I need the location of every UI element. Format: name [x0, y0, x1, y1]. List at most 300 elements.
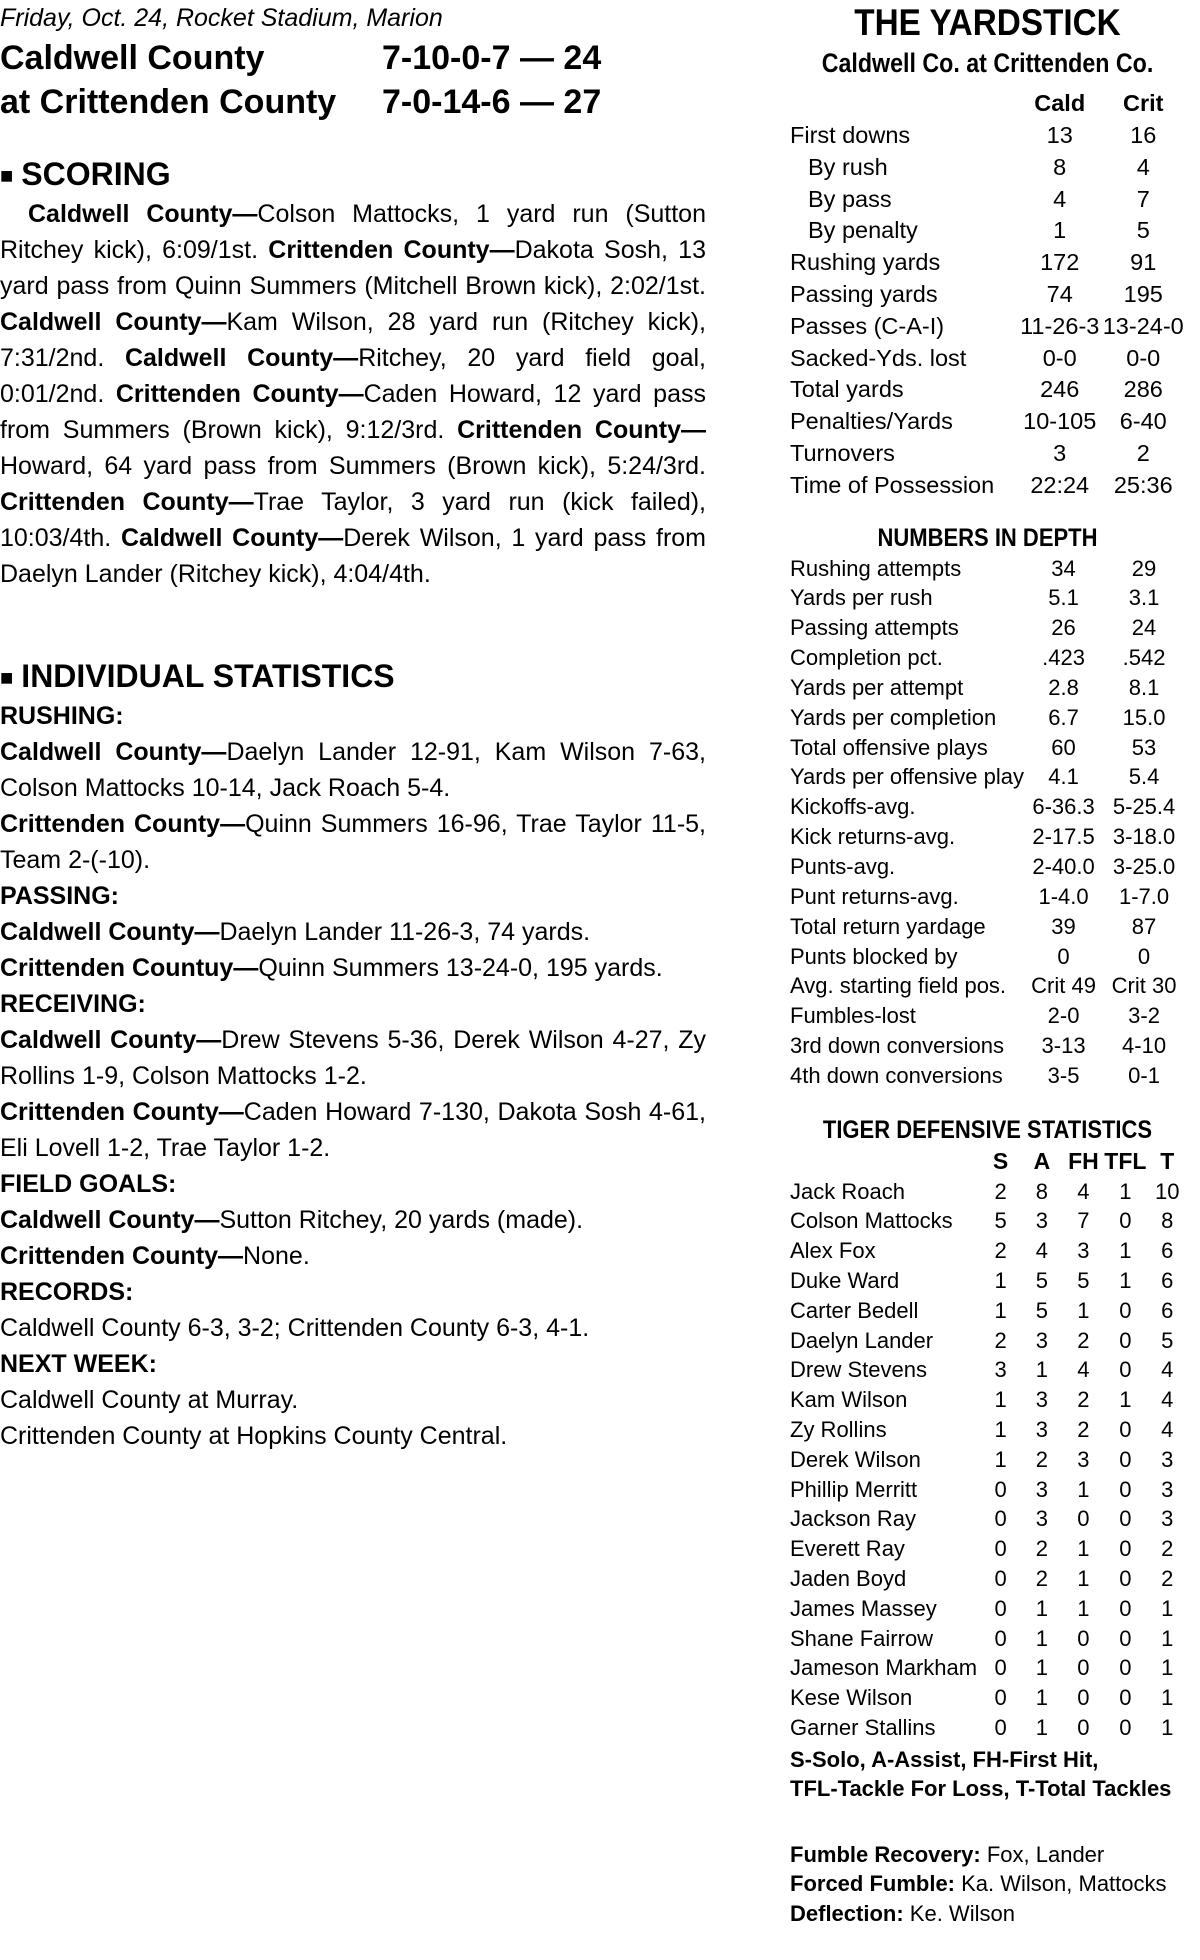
player-stat: 0: [1119, 1416, 1132, 1442]
player-name: James Massey: [790, 1595, 937, 1621]
stat-value-caldwell: 6.7: [1048, 704, 1079, 730]
stat-value-crittenden: 5: [1136, 217, 1150, 244]
stat-label: Punts-avg.: [790, 854, 896, 879]
defense-player-row: [790, 1385, 1188, 1415]
linescore-team: Caldwell County: [0, 39, 265, 77]
player-stat: 0: [1119, 1357, 1132, 1383]
stat-text: Caden Howard 7-130, Dakota Sosh 4-61, Eli Lovell 1-2, Trae Taylor 1-2.: [0, 1098, 707, 1162]
depth-row: [790, 733, 1185, 763]
stat-team: Caldwell County—: [0, 918, 220, 946]
depth-row: [790, 762, 1185, 792]
player-stat: 5: [1161, 1327, 1174, 1353]
stat-value-caldwell: 74: [1046, 280, 1073, 307]
yardstick-header-row: [790, 86, 1185, 120]
linescore-total: 27: [563, 83, 602, 121]
player-stat: 1: [994, 1416, 1007, 1442]
depth-row: [790, 673, 1185, 703]
note-text: Ka. Wilson, Mattocks: [955, 1871, 1167, 1897]
stat-line: [0, 1022, 706, 1094]
defense-player-row: [790, 1683, 1188, 1713]
player-stat: 6: [1161, 1267, 1174, 1293]
column-header: Cald: [1034, 90, 1086, 116]
stat-value-caldwell: 2.8: [1048, 674, 1079, 700]
player-stat: 5: [1035, 1297, 1049, 1323]
player-stat: 3: [994, 1357, 1007, 1383]
stat-value-crittenden: 4-10: [1122, 1033, 1167, 1059]
player-stat: 2: [1035, 1565, 1049, 1591]
defense-player-row: [790, 1504, 1188, 1534]
player-stat: 1: [1077, 1297, 1090, 1323]
rushing-section: [0, 698, 706, 878]
stat-value-crittenden: 91: [1130, 249, 1157, 276]
depth-row: [790, 822, 1185, 852]
stat-value-caldwell: 60: [1051, 734, 1076, 760]
stat-value-crittenden: Crit 30: [1111, 973, 1177, 999]
player-stat: 1: [1119, 1178, 1132, 1204]
stat-label: Rushing yards: [790, 249, 941, 276]
stat-label: Total return yardage: [790, 913, 986, 939]
stat-label: First downs: [790, 122, 911, 148]
player-name: Garner Stallins: [790, 1714, 936, 1740]
defense-player-row: [790, 1296, 1188, 1326]
section-title: RECEIVING:: [0, 990, 146, 1018]
stat-line: Caldwell County 6-3, 3-2; Crittenden County 6-3, 4-1.: [0, 1314, 590, 1342]
depth-row: [790, 912, 1185, 942]
player-stat: 1: [1077, 1565, 1090, 1591]
player-stat: 8: [1035, 1178, 1049, 1204]
depth-row: [790, 583, 1185, 613]
player-stat: 0: [1077, 1685, 1090, 1711]
stat-label: Penalties/Yards: [790, 408, 953, 435]
stat-line: [0, 1094, 706, 1166]
stat-value-crittenden: 25:36: [1113, 471, 1173, 498]
individual-stats-heading: [0, 656, 706, 698]
player-stat: 0: [1119, 1506, 1132, 1532]
player-stat: 1: [1161, 1685, 1174, 1711]
scoring-team: Crittenden County—: [457, 416, 706, 444]
stat-team: Crittenden County—: [0, 1242, 244, 1270]
stat-line: [0, 914, 706, 950]
stat-label: Passes (C-A-I): [790, 312, 945, 339]
player-stat: 0: [1119, 1446, 1132, 1472]
records-section: [0, 1274, 706, 1346]
stat-value-caldwell: 0-0: [1042, 344, 1077, 371]
stat-label: Time of Possession: [790, 471, 995, 498]
defense-player-row: [790, 1415, 1188, 1445]
yardstick-row: [790, 311, 1185, 343]
player-stat: 3: [1077, 1446, 1090, 1472]
player-stat: 0: [1077, 1655, 1090, 1681]
stat-label: Fumbles-lost: [790, 1003, 916, 1029]
yardstick-row: [790, 470, 1185, 502]
yardstick-row: [790, 374, 1185, 406]
player-stat: 0: [1077, 1714, 1090, 1740]
stat-team: Crittenden County—: [0, 1098, 244, 1126]
stat-label: Passing yards: [790, 280, 938, 307]
stat-text: Daelyn Lander 11-26-3, 74 yards.: [219, 918, 591, 946]
scoring-team: Crittenden County—: [115, 380, 364, 408]
stat-label: Completion pct.: [790, 645, 943, 671]
defense-player-row: [790, 1653, 1188, 1683]
stat-value-crittenden: 3-25.0: [1112, 854, 1176, 879]
stat-team: Caldwell County—: [0, 738, 227, 766]
stat-label: 3rd down conversions: [790, 1033, 1005, 1059]
yardstick-row: [790, 152, 1185, 184]
defense-player-row: [790, 1355, 1188, 1385]
yardstick-subtitle: Caldwell Co. at Crittenden Co.: [821, 48, 1154, 78]
yardstick-row: [790, 215, 1185, 247]
stat-text: Drew Stevens 5-36, Derek Wilson 4-27, Zy Rollins 1-9, Colson Mattocks 1-2.: [0, 1026, 706, 1090]
player-stat: 6: [1161, 1297, 1174, 1323]
stat-label: Yards per offensive play: [790, 764, 1024, 790]
individual-stats-heading-text: INDIVIDUAL STATISTICS: [21, 658, 395, 694]
numbers-in-depth-table: [790, 554, 1185, 1091]
player-stat: 3: [1035, 1208, 1049, 1234]
stat-text: Daelyn Lander 12-91, Kam Wilson 7-63, Colson Mattocks 10-14, Jack Roach 5-4.: [0, 738, 706, 802]
player-stat: 4: [1161, 1416, 1174, 1442]
stat-value-crittenden: 3-18.0: [1112, 824, 1176, 850]
stat-value-crittenden: 6-40: [1119, 408, 1167, 435]
section-title: NEXT WEEK:: [0, 1350, 157, 1378]
yardstick-row: [790, 184, 1185, 216]
depth-row: [790, 1061, 1185, 1091]
stat-line: [0, 734, 706, 806]
player-stat: 0: [994, 1655, 1007, 1681]
column-header: A: [1033, 1147, 1051, 1174]
player-name: Duke Ward: [790, 1267, 900, 1293]
stat-line: [0, 1202, 706, 1238]
player-stat: 5: [994, 1208, 1007, 1234]
player-stat: 1: [1161, 1655, 1174, 1681]
player-stat: 0: [1119, 1208, 1132, 1234]
stat-value-caldwell: .423: [1042, 645, 1085, 671]
player-stat: 1: [994, 1267, 1007, 1293]
column-header: S: [992, 1147, 1009, 1174]
defensive-header-row: [790, 1147, 1188, 1177]
player-stat: 2: [1077, 1416, 1090, 1442]
stat-value-caldwell: 172: [1040, 249, 1080, 276]
player-stat: 0: [1077, 1625, 1090, 1651]
linescore-quarters: 7-10-0-7: [382, 39, 511, 77]
player-stat: 4: [1077, 1178, 1090, 1204]
yardstick-title: THE YARDSTICK: [854, 2, 1121, 43]
defense-player-row: [790, 1266, 1188, 1296]
player-stat: 0: [994, 1506, 1007, 1532]
note-line: [790, 1869, 1185, 1899]
note-text: Ke. Wilson: [903, 1900, 1015, 1926]
yardstick-row: [790, 120, 1185, 152]
defense-player-row: [790, 1594, 1188, 1624]
player-stat: 2: [994, 1178, 1007, 1204]
depth-row: [790, 613, 1185, 643]
defense-player-row: [790, 1236, 1188, 1266]
field-goals-section: [0, 1166, 706, 1274]
stat-label: By pass: [808, 185, 892, 212]
player-stat: 0: [1119, 1476, 1132, 1502]
player-stat: 0: [1119, 1565, 1132, 1591]
yardstick-row: [790, 279, 1185, 311]
player-stat: 2: [1035, 1446, 1049, 1472]
player-name: Jameson Markham: [790, 1655, 978, 1681]
stat-value-caldwell: 34: [1051, 555, 1076, 581]
stat-label: Avg. starting field pos.: [790, 973, 1007, 999]
player-name: Jaden Boyd: [790, 1565, 907, 1591]
player-stat: 1: [994, 1297, 1007, 1323]
player-name: Zy Rollins: [790, 1416, 887, 1442]
player-name: Kese Wilson: [790, 1685, 913, 1711]
player-stat: 2: [1035, 1536, 1049, 1562]
player-stat: 5: [1077, 1267, 1090, 1293]
section-title: RUSHING:: [0, 702, 124, 730]
player-stat: 1: [994, 1446, 1007, 1472]
depth-row: [790, 554, 1185, 584]
player-stat: 3: [1077, 1238, 1090, 1264]
player-name: Drew Stevens: [790, 1357, 927, 1383]
yardstick-row: [790, 247, 1185, 279]
player-stat: 1: [1035, 1357, 1049, 1383]
scoring-play: Caden Howard, 12 yard pass from Summers (Brown kick), 9:12/3rd.: [0, 380, 706, 444]
player-stat: 1: [1035, 1655, 1049, 1681]
player-stat: 0: [994, 1476, 1007, 1502]
player-stat: 3: [1035, 1476, 1049, 1502]
player-stat: 2: [1077, 1387, 1090, 1413]
defensive-stats-table: [790, 1147, 1188, 1743]
defense-player-row: [790, 1445, 1188, 1475]
depth-row: [790, 852, 1185, 882]
defense-player-row: [790, 1206, 1188, 1236]
scoring-team: Caldwell County—: [0, 308, 227, 336]
player-stat: 2: [1077, 1327, 1090, 1353]
square-bullet-icon: ■: [0, 163, 14, 188]
stat-line: [0, 1238, 706, 1274]
player-stat: 0: [1119, 1655, 1132, 1681]
depth-row: [790, 942, 1185, 972]
player-stat: 0: [994, 1595, 1007, 1621]
stat-value-crittenden: 0-0: [1126, 344, 1161, 371]
player-stat: 2: [994, 1327, 1007, 1353]
depth-row: [790, 643, 1185, 673]
player-stat: 2: [1161, 1536, 1174, 1562]
numbers-in-depth-title: NUMBERS IN DEPTH: [877, 523, 1098, 552]
stat-team: Crittenden Countuy—: [0, 954, 259, 982]
player-stat: 0: [1119, 1536, 1132, 1562]
player-stat: 3: [1035, 1327, 1049, 1353]
defense-player-row: [790, 1713, 1188, 1743]
player-stat: 1: [1035, 1685, 1049, 1711]
column-header: TFL: [1104, 1147, 1147, 1174]
stat-line: [0, 806, 706, 878]
column-header: FH: [1068, 1147, 1099, 1174]
scoring-play: Derek Wilson, 1 yard pass from Daelyn Lander (Ritchey kick), 4:04/4th.: [0, 524, 707, 588]
depth-row: [790, 971, 1185, 1001]
stat-value-caldwell: 26: [1051, 615, 1076, 641]
stat-value-crittenden: 13-24-0: [1102, 312, 1184, 339]
note-label: Forced Fumble:: [790, 1871, 956, 1897]
linescore-quarters: 7-0-14-6: [382, 83, 511, 121]
stat-value-caldwell: 1: [1053, 217, 1067, 244]
stat-value-caldwell: 1-4.0: [1038, 883, 1089, 909]
player-stat: 4: [1161, 1387, 1174, 1413]
scoring-play: Howard, 64 yard pass from Summers (Brown kick), 5:24/3rd.: [0, 452, 706, 480]
stat-label: 4th down conversions: [790, 1062, 1003, 1088]
player-stat: 3: [1161, 1446, 1174, 1472]
player-stat: 0: [1119, 1327, 1132, 1353]
defense-player-row: [790, 1564, 1188, 1594]
linescore-total: 24: [563, 39, 602, 77]
stat-line: Crittenden County at Hopkins County Central.: [0, 1422, 508, 1450]
stat-value-caldwell: 4.1: [1048, 764, 1079, 790]
stat-value-crittenden: 5-25.4: [1112, 794, 1176, 820]
stat-value-crittenden: 286: [1123, 376, 1163, 403]
stat-value-caldwell: 8: [1053, 153, 1067, 180]
scoring-team: Crittenden County—: [268, 236, 515, 264]
player-name: Colson Mattocks: [790, 1208, 953, 1234]
scoring-play: Trae Taylor, 3 yard run (kick failed), 10:03/4th.: [0, 488, 706, 552]
stat-value-crittenden: 0-1: [1128, 1062, 1160, 1088]
stat-text: None.: [243, 1242, 310, 1270]
player-stat: 1: [994, 1387, 1007, 1413]
player-name: Shane Fairrow: [790, 1625, 934, 1651]
player-stat: 5: [1035, 1267, 1049, 1293]
scoring-team: Crittenden County—: [0, 488, 254, 516]
stat-value-caldwell: 10-105: [1023, 408, 1097, 435]
defense-player-row: [790, 1475, 1188, 1505]
stat-value-caldwell: 2-40.0: [1032, 854, 1095, 879]
stat-value-crittenden: .542: [1122, 645, 1166, 671]
player-stat: 3: [1161, 1506, 1174, 1532]
player-stat: 1: [1161, 1714, 1174, 1740]
scoring-play: Ritchey, 20 yard field goal, 0:01/2nd.: [0, 344, 706, 408]
stat-value-caldwell: 3: [1053, 439, 1067, 466]
stat-value-crittenden: 24: [1131, 615, 1157, 641]
defensive-stats-title: TIGER DEFENSIVE STATISTICS: [822, 1115, 1153, 1144]
stat-value-crittenden: 7: [1136, 185, 1150, 212]
player-stat: 0: [1119, 1297, 1132, 1323]
player-stat: 0: [994, 1625, 1007, 1651]
player-stat: 10: [1154, 1178, 1180, 1204]
player-stat: 3: [1035, 1506, 1049, 1532]
stat-label: Sacked-Yds. lost: [790, 344, 967, 371]
player-name: Daelyn Lander: [790, 1327, 934, 1353]
scoring-team: Caldwell County—: [124, 344, 359, 372]
stats-sidebar: [790, 0, 1185, 1928]
yardstick-table: [790, 86, 1185, 502]
stat-value-crittenden: 0: [1137, 943, 1151, 969]
scoring-play: Colson Mattocks, 1 yard run (Sutton Ritchey kick), 6:09/1st.: [0, 200, 706, 264]
scoring-team: Caldwell County—: [120, 524, 344, 552]
note-label: Deflection:: [790, 1900, 904, 1926]
player-name: Alex Fox: [790, 1238, 876, 1264]
receiving-section: [0, 986, 706, 1166]
player-stat: 4: [1077, 1357, 1090, 1383]
stat-value-crittenden: 8.1: [1128, 674, 1160, 700]
player-stat: 1: [1161, 1595, 1174, 1621]
player-stat: 0: [994, 1565, 1007, 1591]
stat-value-crittenden: 195: [1123, 280, 1163, 307]
stat-value-caldwell: 22:24: [1030, 471, 1090, 498]
player-stat: 1: [1035, 1625, 1049, 1651]
yardstick-row: [790, 343, 1185, 375]
player-name: Carter Bedell: [790, 1297, 919, 1323]
player-stat: 4: [1161, 1357, 1174, 1383]
player-stat: 0: [1119, 1625, 1132, 1651]
stat-value-crittenden: 53: [1131, 734, 1157, 760]
stat-text: Sutton Ritchey, 20 yards (made).: [219, 1206, 584, 1234]
stat-value-caldwell: 5.1: [1048, 585, 1079, 611]
stat-value-caldwell: 4: [1053, 185, 1067, 212]
stat-value-caldwell: 6-36.3: [1032, 794, 1095, 820]
player-stat: 1: [1035, 1714, 1049, 1740]
stat-text: Quinn Summers 13-24-0, 195 yards.: [258, 954, 663, 982]
player-stat: 8: [1161, 1208, 1174, 1234]
legend-line: TFL-Tackle For Loss, T-Total Tackles: [790, 1776, 1172, 1802]
defense-player-row: [790, 1624, 1188, 1654]
stat-value-caldwell: 2-0: [1047, 1003, 1080, 1029]
depth-row: [790, 703, 1185, 733]
player-stat: 0: [994, 1536, 1007, 1562]
player-stat: 0: [1119, 1714, 1132, 1740]
stat-label: By penalty: [808, 217, 918, 244]
stat-value-caldwell: 39: [1051, 913, 1076, 939]
player-stat: 4: [1035, 1238, 1049, 1264]
player-stat: 0: [994, 1685, 1007, 1711]
section-title: PASSING:: [0, 882, 119, 910]
section-title: RECORDS:: [0, 1278, 134, 1306]
stat-value-caldwell: 2-17.5: [1032, 824, 1095, 850]
note-text: Fox, Lander: [980, 1841, 1105, 1867]
scoring-play: Kam Wilson, 28 yard run (Ritchey kick), 7:31/2nd.: [0, 308, 706, 372]
depth-row: [790, 1031, 1185, 1061]
stat-value-caldwell: 0: [1057, 943, 1070, 969]
stat-label: Yards per completion: [790, 704, 997, 730]
player-stat: 6: [1161, 1238, 1174, 1264]
stat-value-crittenden: 5.4: [1128, 764, 1160, 790]
stat-label: Kick returns-avg.: [790, 824, 956, 850]
depth-row: [790, 792, 1185, 822]
player-stat: 3: [1035, 1387, 1049, 1413]
defense-player-row: [790, 1534, 1188, 1564]
player-stat: 1: [1119, 1387, 1132, 1413]
player-stat: 0: [1077, 1506, 1090, 1532]
player-stat: 1: [1119, 1238, 1132, 1264]
player-name: Kam Wilson: [790, 1387, 908, 1413]
section-title: FIELD GOALS:: [0, 1170, 177, 1198]
stat-value-caldwell: 3-13: [1041, 1033, 1086, 1059]
player-stat: 3: [1161, 1476, 1174, 1502]
stat-label: Total offensive plays: [790, 734, 988, 760]
stat-label: Turnovers: [790, 439, 895, 466]
note-line: [790, 1899, 1185, 1929]
player-stat: 1: [1119, 1267, 1132, 1293]
player-stat: 1: [1035, 1595, 1049, 1621]
column-header: Crit: [1122, 90, 1164, 116]
passing-section: [0, 878, 706, 986]
stat-label: Yards per attempt: [790, 674, 964, 700]
stat-label: By rush: [808, 153, 888, 180]
stat-value-crittenden: 2: [1136, 439, 1150, 466]
linescore-row-visitor: [0, 36, 706, 80]
scoring-play: Dakota Sosh, 13 yard pass from Quinn Summers (Mitchell Brown kick), 2:02/1st.: [0, 236, 706, 300]
defense-notes: [790, 1840, 1185, 1929]
linescore: [0, 36, 706, 124]
player-stat: 2: [1161, 1565, 1174, 1591]
stat-label: Total yards: [790, 376, 904, 403]
stat-text: Quinn Summers 16-96, Trae Taylor 11-5, Team 2-(-10).: [0, 810, 706, 874]
player-stat: 0: [994, 1714, 1007, 1740]
player-stat: 7: [1077, 1208, 1090, 1234]
stat-line: Caldwell County at Murray.: [0, 1386, 299, 1414]
stat-value-caldwell: 3-5: [1047, 1062, 1080, 1088]
